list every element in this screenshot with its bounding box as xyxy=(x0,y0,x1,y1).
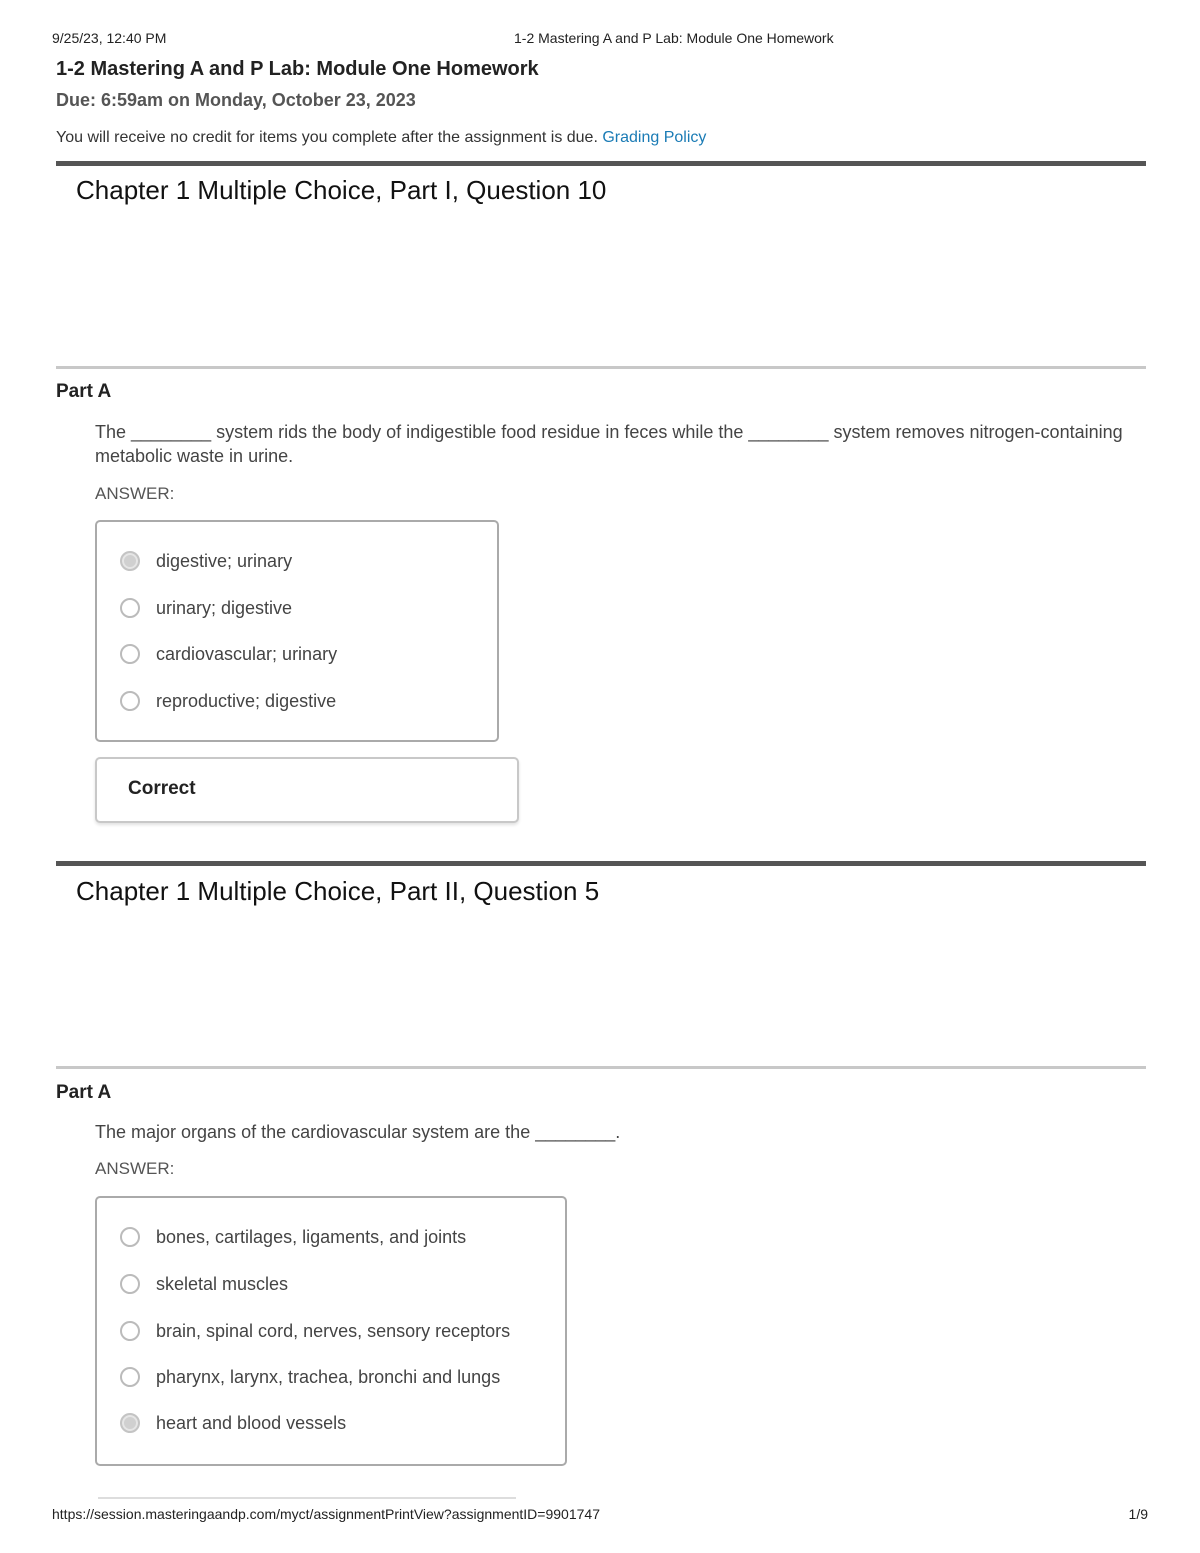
assignment-title: 1-2 Mastering A and P Lab: Module One Homework xyxy=(56,58,539,80)
choice-label: reproductive; digestive xyxy=(156,690,337,711)
print-datetime: 9/25/23, 12:40 PM xyxy=(52,30,167,46)
choice-label: bones, cartilages, ligaments, and joints xyxy=(156,1226,467,1247)
choice-option[interactable] xyxy=(120,642,337,666)
choice-label: skeletal muscles xyxy=(156,1273,289,1294)
print-doc-title: 1-2 Mastering A and P Lab: Module One Homework xyxy=(514,30,834,46)
page-break-edge xyxy=(98,1497,516,1499)
part-label: Part A xyxy=(56,1082,112,1103)
print-header xyxy=(52,30,1148,50)
radio-icon[interactable] xyxy=(120,1367,140,1387)
answer-choices xyxy=(95,520,499,742)
choice-option[interactable] xyxy=(120,1319,510,1343)
chapter-title: Chapter 1 Multiple Choice, Part II, Question 5 xyxy=(76,876,600,906)
choice-option[interactable] xyxy=(120,549,292,573)
radio-icon[interactable] xyxy=(120,1274,140,1294)
radio-icon[interactable] xyxy=(120,644,140,664)
choice-label: heart and blood vessels xyxy=(156,1412,347,1433)
print-footer xyxy=(52,1506,1148,1526)
radio-icon[interactable] xyxy=(120,598,140,618)
choice-label: brain, spinal cord, nerves, sensory receptors xyxy=(156,1320,511,1341)
choice-option[interactable] xyxy=(120,1365,500,1389)
choice-option[interactable] xyxy=(120,1411,346,1435)
answer-choices xyxy=(95,1196,567,1466)
feedback-text: Correct xyxy=(128,778,196,799)
answer-label: ANSWER: xyxy=(95,1159,175,1178)
notice-text: You will receive no credit for items you complete after the assignment is due. xyxy=(56,129,598,146)
page-number: 1/9 xyxy=(1128,1506,1148,1522)
choice-label: cardiovascular; urinary xyxy=(156,643,338,664)
answer-label: ANSWER: xyxy=(95,484,175,503)
radio-icon[interactable] xyxy=(120,691,140,711)
part-divider xyxy=(56,1066,1146,1069)
choice-label: urinary; digestive xyxy=(156,597,293,618)
question-prompt: The ________ system rids the body of indigestible food residue in feces while the ________ system removes nitrogen-containing metabolic waste in urine. xyxy=(95,422,1123,466)
feedback-box xyxy=(95,757,519,823)
part-divider xyxy=(56,366,1146,369)
choice-option[interactable] xyxy=(120,1225,466,1249)
radio-icon[interactable] xyxy=(120,1321,140,1341)
choice-label: pharynx, larynx, trachea, bronchi and lungs xyxy=(156,1366,501,1387)
radio-selected-icon[interactable] xyxy=(120,1413,140,1433)
section-divider xyxy=(56,861,1146,866)
radio-selected-icon[interactable] xyxy=(120,551,140,571)
chapter-title: Chapter 1 Multiple Choice, Part I, Question 10 xyxy=(76,175,607,205)
choice-option[interactable] xyxy=(120,689,336,713)
section-divider xyxy=(56,161,1146,166)
due-date: Due: 6:59am on Monday, October 23, 2023 xyxy=(56,90,416,110)
choice-label: digestive; urinary xyxy=(156,550,293,571)
choice-option[interactable] xyxy=(120,596,292,620)
question-prompt: The major organs of the cardiovascular system are the ________. xyxy=(95,1122,621,1142)
radio-icon[interactable] xyxy=(120,1227,140,1247)
part-label: Part A xyxy=(56,381,112,402)
print-url: https://session.masteringaandp.com/myct/assignmentPrintView?assignmentID=9901747 xyxy=(52,1506,600,1522)
grading-policy-link[interactable]: Grading Policy xyxy=(602,129,707,146)
choice-option[interactable] xyxy=(120,1272,288,1296)
late-credit-notice xyxy=(56,129,706,147)
